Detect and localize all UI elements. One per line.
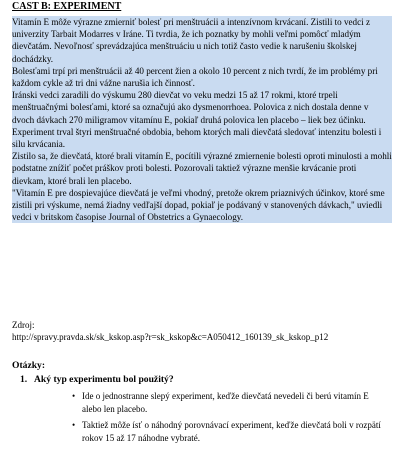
list-item	[12, 390, 392, 415]
question-text: Aký typ experimentu bol použitý?	[34, 374, 174, 385]
question-1	[12, 374, 392, 386]
bullet-icon: •	[72, 420, 76, 430]
questions-heading: Otázky:	[12, 360, 46, 371]
section-title: CAST B: EXPERIMENT	[12, 1, 122, 12]
source-url: http://spravy.pravda.sk/sk_kskop.asp?r=sk_kskop&c=A050412_160139_sk_kskop_p12	[12, 332, 329, 342]
article-paragraph: Zistilo sa, že dievčatá, ktoré brali vitamín E, pocítili výrazné zmiernenie bolesti oproti minulosti a mohli podstatne znížiť počet práškov proti bolesti. Pozorovali taktiež výrazne menšie krvácanie proti dievkam, ktoré brali len placebo.	[12, 151, 392, 186]
article-body	[12, 16, 392, 223]
question-number: 1.	[20, 374, 28, 385]
source-block	[12, 319, 397, 343]
article-paragraph: Vitamín E môže výrazne zmierniť bolesť pri menštruácii a intenzívnom krvácaní. Zistili to vedci z univerzity Tarbait Modarres v Iráne. Ti tvrdia, že ich poznatky by mohli veľmi pomôcť mladým dievčatám. Nevoľnosť sprevádzajúca menštruáciu u nich totiž často vedie k narušeniu školskej dochádzky.	[12, 16, 392, 65]
answer-text: Ide o jednostranne slepý experiment, keďže dievčatá nevedeli či berú vitamín E alebo len placebo.	[82, 391, 369, 414]
article-paragraph: Iránski vedci zaradili do výskumu 280 dievčat vo veku medzi 15 až 17 rokmi, ktoré trpeli menštruačnými bolesťami, ktoré sa označujú ako dysmenorrhoea. Polovica z nich dostala denne v dvoch dávkach 270 miligramov vitamínu E, pokiaľ druhá polovica len placebo – liek bez účinku. Experiment trval štyri menštruačné obdobia, behom ktorých mali dievčatá sledovať intenzitu bolesti i silu krvácania.	[12, 89, 392, 150]
answer-text: Taktiež môže ísť o náhodný porovnávací experiment, keďže dievčatá boli v rozpätí rokov 15 až 17 náhodne vybraté.	[82, 420, 381, 443]
source-label: Zdroj:	[12, 320, 35, 330]
article-paragraph: Bolesťami trpí pri menštruácii až 40 percent žien a okolo 10 percent z nich tvrdí, že im problémy pri každom cykle až tri dni vážne narušia ich činnosť.	[12, 65, 392, 89]
list-item	[12, 419, 392, 444]
answer-list	[12, 390, 392, 444]
questions-section	[12, 360, 392, 448]
article-paragraph: "Vitamín E pre dospievajúce dievčatá je veľmi vhodný, pretože okrem priaznivých účinkov, ktoré sme zistili pri výskume, nemá žiadny vedľajší dopad, pokiaľ je podávaný v stanovených dávkach," uviedli vedci v britskom časopise Journal of Obstetrics a Gynaecology.	[12, 187, 392, 224]
bullet-icon: •	[72, 391, 76, 401]
